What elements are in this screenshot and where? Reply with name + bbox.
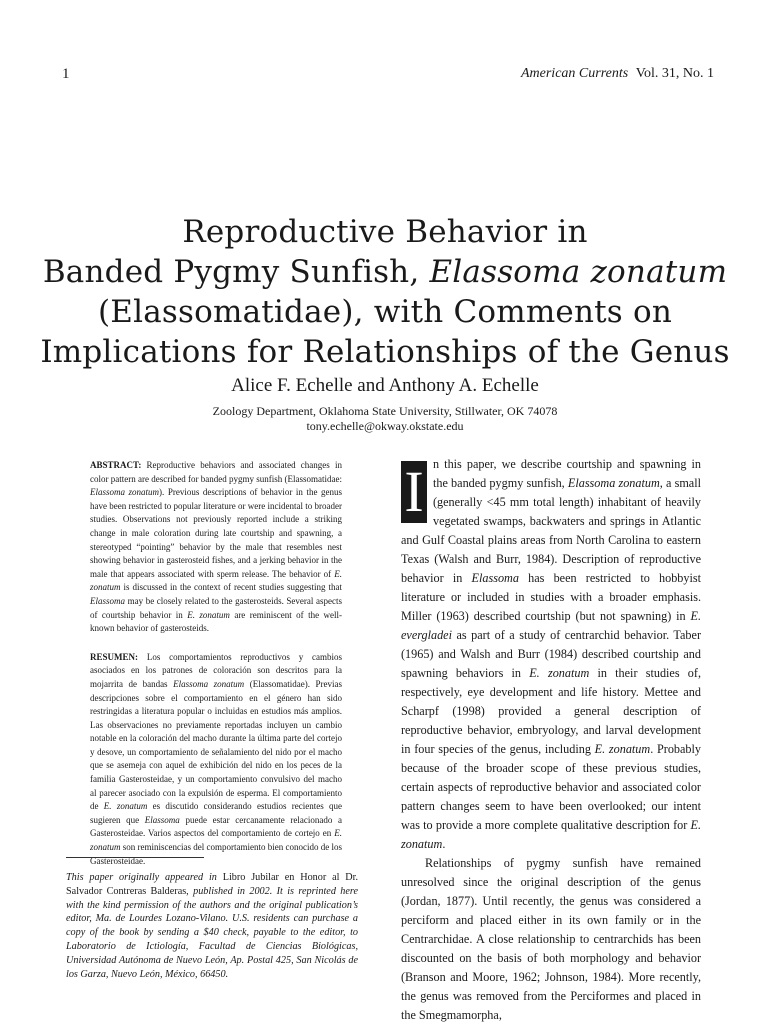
abstract-genus: Elassoma bbox=[90, 595, 126, 606]
abstract-text: are reminiscent of the well-known behavior of gasterosteids. bbox=[90, 609, 342, 634]
abstract-column bbox=[90, 459, 342, 868]
footnote bbox=[66, 871, 358, 981]
resumen-species: E. zonatum bbox=[103, 801, 148, 812]
body-species: E. evergladei bbox=[401, 609, 701, 642]
title-line-3: (Elassomatidae), with Comments on bbox=[98, 294, 672, 330]
page-number: 1 bbox=[62, 66, 70, 82]
body-text: . bbox=[442, 837, 446, 851]
resumen bbox=[90, 651, 342, 869]
resumen-label: RESUMEN: bbox=[90, 651, 139, 662]
resumen-text: Los comportamientos reproductivos y cambios asociados en los patrones de coloración son descritos para la mojarrita de bandas bbox=[90, 651, 342, 689]
title-line-4: Implications for Relationships of the Genus bbox=[40, 334, 730, 370]
affiliation-block bbox=[40, 404, 730, 434]
body-species: E. zonatum bbox=[594, 742, 651, 756]
body-text: , a small (generally <45 mm total length) inhabitant of heavily vegetated swamps, backwaters and springs in Atlantic and Gulf Coastal plains areas from North Carolina to eastern Texas (Walsh and Burr, 1984). Description of reproductive behavior in bbox=[401, 476, 701, 585]
body-text: n this paper, we describe courtship and spawning in the banded pygmy sunfish, bbox=[433, 457, 701, 490]
footnote-divider bbox=[66, 857, 204, 858]
abstract bbox=[90, 459, 342, 636]
journal-name: American Currents bbox=[520, 66, 629, 81]
footnote-text: published in 2002. It is reprinted here with the kind permission of the authors and the original publication’s editor, Ma. de Lourdes Lozano-Vilano. U.S. residents can purchase a copy of the book by sending a $40 check, payable to the editor, to Laboratorio de Ictiología, Facultad de Ciencias Biológicas, Universidad Autónoma de Nuevo León, Ap. Postal 425, San Nicolás de los Garza, Nuevo León, México, 66450. bbox=[66, 885, 358, 980]
abstract-text: is discussed in the context of recent studies suggesting that bbox=[120, 582, 342, 593]
author-email: tony.echelle@okway.okstate.edu bbox=[306, 419, 464, 433]
running-head bbox=[521, 66, 714, 82]
resumen-text: puede estar cercanamente relacionado a Gasterosteidae. Varios aspectos del comportamiento de cortejo en bbox=[90, 814, 342, 839]
body-text: . Probably because of the broader scope of these previous studies, certain aspects of reproductive behavior and associated color pattern changes seem to have been overlooked; our intent was to provide a more complete qualitative description for bbox=[401, 742, 701, 832]
body-species: E. zonatum bbox=[529, 666, 590, 680]
body-text: as part of a study of centrarchid behavior. Taber (1965) and Walsh and Burr (1984) described courtship and spawning behaviors in bbox=[401, 628, 701, 680]
resumen-species: Elassoma zonatum bbox=[173, 678, 245, 689]
body-species: E. zonatum bbox=[401, 818, 701, 851]
resumen-text: son reminiscencias del comportamiento bien conocido de los Gasterosteidae. bbox=[90, 842, 342, 866]
body-text: in their studies of, respectively, eye development and life history. Mettee and Scharpf (1998) provided a general description of reproductive behavior, embryology, and larval development in four species of the genus, including bbox=[401, 666, 701, 756]
resumen-text: es discutido considerando estudios recientes que sugieren que bbox=[90, 801, 342, 825]
resumen-genus: Elassoma bbox=[144, 814, 180, 825]
resumen-text: (Elassomatidae). Previas descripciones sobre el comportamiento en el género han sido restringidas a literatura popular o incluidas en estudios más amplios. Las observaciones no previamente reportadas incluyen un cambio notable en la coloración del macho durante la última parte del cortejo y desove, un comportamiento de señalamiento del nido por el macho que se asemeja con aquel de exhibición del nido en los peces de la familia Gasterosteidae, y un comportamiento convulsivo del macho al parecer asociado con la expulsión de esperma. El comportamiento de bbox=[90, 678, 342, 812]
title-line-2 bbox=[40, 252, 730, 292]
affiliation: Zoology Department, Oklahoma State University, Stillwater, OK 74078 bbox=[212, 404, 558, 418]
title-line-2-text: Banded Pygmy Sunfish, bbox=[42, 254, 430, 290]
article-title bbox=[40, 212, 730, 372]
body-species: Elassoma zonatum bbox=[567, 476, 660, 490]
relationships-paragraph: Relationships of pygmy sunfish have remained unresolved since the original description of the genus (Jordan, 1877). Until recently, the genus was considered a perciform and placed either in its own family or in the Centrarchidae. A close relationship to centrarchids has been discounted on the basis of both morphology and behavior (Branson and Moore, 1962; Johnson, 1984). More recently, the genus was removed from the Perciformes and placed in the Smegmamorpha, bbox=[401, 856, 701, 1022]
body-column bbox=[401, 455, 701, 1025]
body-text: has been restricted to hobbyist literature or included in studies with a broader emphasis. Miller (1963) described courtship (but not spawning) in bbox=[401, 571, 701, 623]
title-line-1: Reproductive Behavior in bbox=[182, 214, 588, 250]
abstract-text: ). Previous descriptions of behavior in the genus have been restricted to popular literature or were incidental to broader studies. Observations not previously reported include a striking change in male coloration during late courtship and spawning, a stereotyped “pointing” behavior by the male that resembles nest showing behavior in gasterosteid fishes, and a jerking behavior in the male that appears associated with sperm release. The behavior of bbox=[90, 487, 342, 579]
footnote-book-title: Libro Jubilar en Honor al Dr. Salvador Contreras Balderas, bbox=[66, 872, 358, 897]
footnote-text: This paper originally appeared in bbox=[66, 872, 223, 883]
volume-issue: Vol. 31, No. 1 bbox=[635, 66, 714, 81]
body-genus: Elassoma bbox=[471, 571, 519, 585]
abstract-species: E. zonatum bbox=[90, 568, 342, 593]
abstract-text: may be closely related to the gasterosteids. Several aspects of courtship behavior in bbox=[90, 595, 342, 620]
intro-paragraph bbox=[401, 455, 701, 854]
title-species: Elassoma zonatum bbox=[429, 254, 728, 290]
drop-cap: I bbox=[401, 461, 427, 523]
abstract-species: E. zonatum bbox=[187, 609, 230, 620]
authors: Alice F. Echelle and Anthony A. Echelle bbox=[231, 375, 539, 396]
resumen-species: E. zonatum bbox=[90, 828, 342, 853]
abstract-text: Reproductive behaviors and associated changes in color pattern are described for banded pygmy sunfish (Elassomatidae: bbox=[90, 460, 342, 484]
abstract-label: ABSTRACT: bbox=[90, 460, 142, 470]
abstract-species: Elassoma zonatum bbox=[90, 487, 160, 498]
